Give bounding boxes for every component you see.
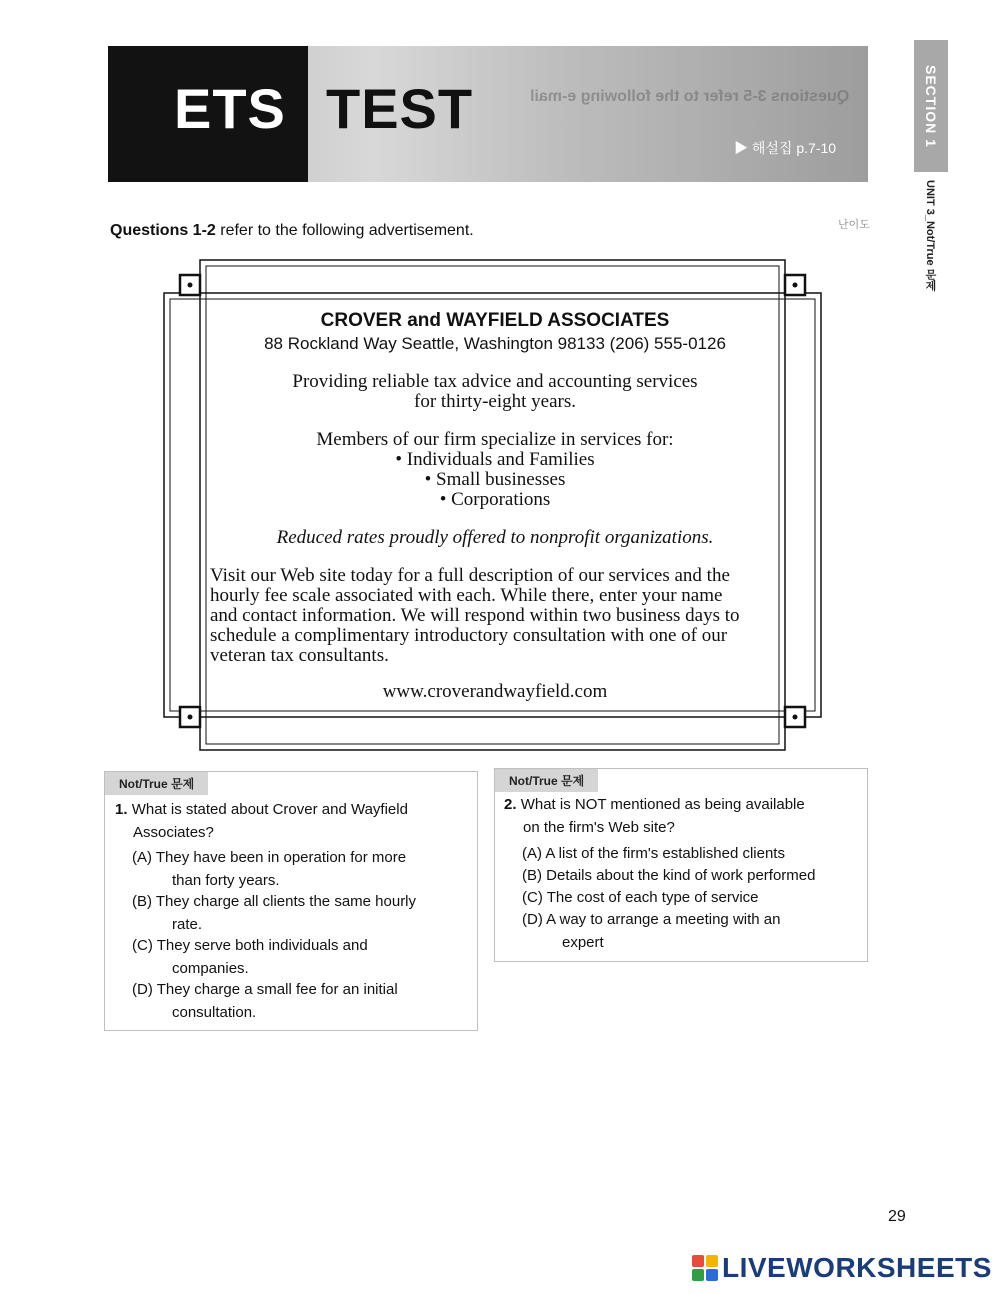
banner-bleed-text: Questions 3-5 refer to the following e-mail bbox=[530, 88, 850, 105]
question-line: What is stated about Crover and Wayfield bbox=[131, 801, 408, 818]
visit-line: hourly fee scale associated with each. While there, enter your name bbox=[210, 585, 723, 606]
option-d-cont: expert bbox=[562, 934, 604, 951]
option-a[interactable]: (A) A list of the firm's established clients bbox=[522, 845, 785, 862]
visit-line: schedule a complimentary introductory consultation with one of our bbox=[210, 625, 728, 646]
advertisement bbox=[200, 310, 790, 702]
liveworksheets-logo[interactable] bbox=[692, 1252, 992, 1284]
service-item: • Corporations bbox=[439, 489, 551, 510]
liveworksheets-brand: LIVEWORKSHEETS bbox=[722, 1252, 992, 1283]
option-a[interactable]: (A) They have been in operation for more bbox=[132, 849, 407, 866]
option-d-cont: consultation. bbox=[172, 1004, 257, 1021]
services-heading: Members of our firm specialize in services for: bbox=[316, 429, 674, 450]
company-address: 88 Rockland Way Seattle, Washington 98133 (206) 555-0126 bbox=[264, 334, 726, 353]
visit-line: Visit our Web site today for a full description of our services and the bbox=[210, 565, 730, 586]
question-2-box bbox=[494, 768, 868, 962]
website-url: www.croverandwayfield.com bbox=[382, 681, 608, 702]
services-list bbox=[200, 430, 790, 510]
ets-title: ETS bbox=[174, 77, 286, 140]
option-d[interactable]: (D) A way to arrange a meeting with an bbox=[522, 911, 781, 928]
tagline bbox=[200, 372, 790, 412]
question-1-stem bbox=[115, 798, 408, 821]
unit-label: UNIT 3_Not/True 문제 bbox=[924, 180, 936, 291]
question-2-stem bbox=[504, 793, 805, 816]
questions-intro-text: refer to the following advertisement. bbox=[215, 222, 474, 239]
service-item: • Individuals and Families bbox=[395, 449, 595, 470]
questions-range: Questions 1-2 bbox=[110, 222, 216, 239]
option-b-cont: rate. bbox=[172, 916, 203, 933]
company-name: CROVER and WAYFIELD ASSOCIATES bbox=[320, 310, 670, 331]
option-c[interactable]: (C) They serve both individuals and bbox=[132, 937, 368, 954]
option-c-cont: companies. bbox=[172, 960, 249, 977]
option-c[interactable]: (C) The cost of each type of service bbox=[522, 889, 759, 906]
page-reference: ▶ 해설집 p.7-10 bbox=[734, 140, 837, 156]
difficulty-label: 난이도 bbox=[838, 219, 870, 231]
service-item: • Small businesses bbox=[424, 469, 566, 490]
visit-paragraph bbox=[210, 566, 785, 666]
tagline-line: for thirty-eight years. bbox=[414, 391, 576, 412]
nonprofit-note: Reduced rates proudly offered to nonprofit organizations. bbox=[276, 527, 714, 548]
visit-line: veteran tax consultants. bbox=[210, 645, 389, 666]
question-1-box bbox=[104, 771, 478, 1031]
question-line: on the firm's Web site? bbox=[523, 819, 675, 836]
question-type-tag: Not/True 문제 bbox=[105, 772, 208, 795]
option-d[interactable]: (D) They charge a small fee for an initial bbox=[132, 981, 398, 998]
visit-line: and contact information. We will respond within two business days to bbox=[210, 605, 740, 626]
option-b[interactable]: (B) They charge all clients the same hourly bbox=[132, 893, 417, 910]
tagline-line: Providing reliable tax advice and accounting services bbox=[292, 371, 698, 392]
question-type-tag: Not/True 문제 bbox=[495, 769, 598, 792]
option-b[interactable]: (B) Details about the kind of work performed bbox=[522, 867, 816, 884]
question-number: 2. bbox=[504, 796, 517, 813]
question-line: What is NOT mentioned as being available bbox=[520, 796, 805, 813]
section-label: SECTION 1 bbox=[923, 64, 939, 148]
questions-intro bbox=[110, 222, 474, 240]
question-line: Associates? bbox=[133, 824, 214, 841]
option-a-cont: than forty years. bbox=[172, 872, 280, 889]
test-title: TEST bbox=[326, 77, 474, 140]
page-number: 29 bbox=[888, 1208, 906, 1225]
liveworksheets-icon bbox=[692, 1255, 718, 1281]
question-number: 1. bbox=[115, 801, 128, 818]
